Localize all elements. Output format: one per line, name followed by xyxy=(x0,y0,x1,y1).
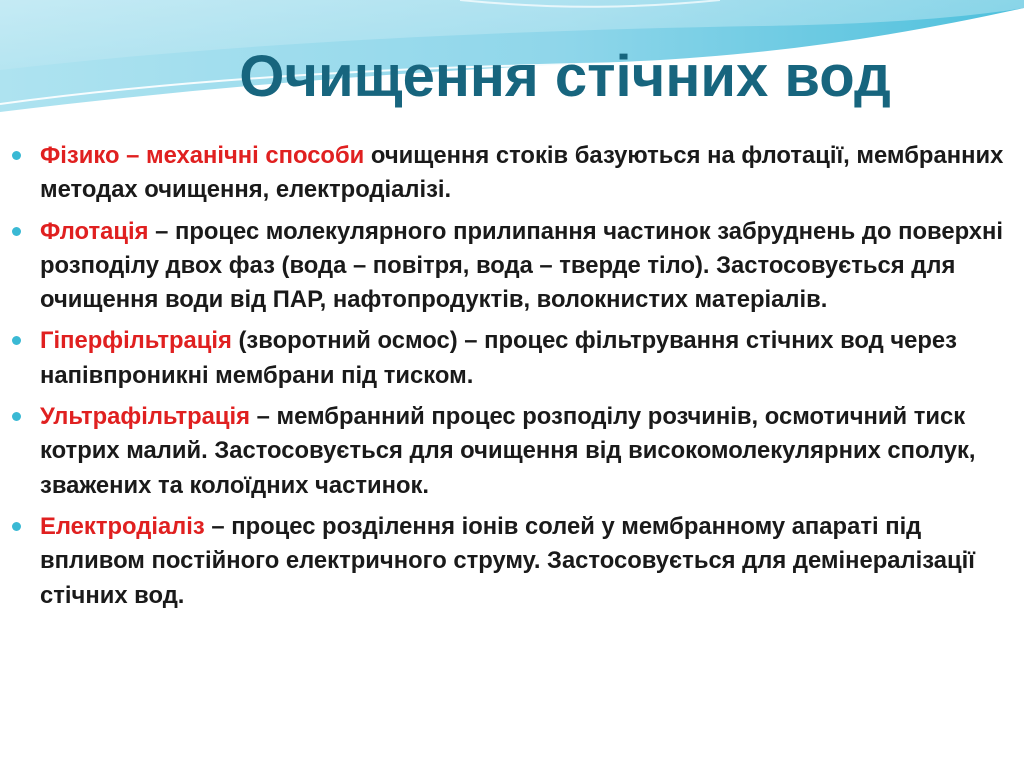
list-item xyxy=(40,139,1005,208)
item-term: Гіперфільтрація xyxy=(40,327,232,355)
item-text: – процес розділення іонів солей у мембранному апараті під впливом постійного електричного струму. Застосовується для демінералізації стічних вод. xyxy=(40,512,975,609)
slide-title: Очищення стічних вод xyxy=(239,44,891,109)
bullet-icon xyxy=(12,336,21,345)
list-item xyxy=(40,400,1005,503)
list-item xyxy=(40,215,1005,318)
item-text: (зворотний осмос) – процес фільтрування стічних вод через напівпроникні мембрани під тиском. xyxy=(40,327,957,389)
bullet-icon xyxy=(12,522,21,531)
list-item xyxy=(40,324,1005,393)
item-term: Ультрафільтрація xyxy=(40,403,251,431)
item-text: очищення стоків базуються на флотації, мембранних методах очищення, електродіалізі. xyxy=(40,142,1004,204)
item-term: Електродіаліз xyxy=(40,512,205,540)
item-text: – мембранний процес розподілу розчинів, осмотичний тиск котрих малий. Застосовується для очищення від високомолекулярних сполук, зважених та колоїдних частинок. xyxy=(40,403,976,499)
list-item xyxy=(40,510,1005,613)
item-term: Флотація xyxy=(40,217,149,245)
bullet-icon xyxy=(12,151,21,160)
bullet-icon xyxy=(12,227,21,236)
bullet-list xyxy=(40,139,1005,620)
bullet-icon xyxy=(12,412,21,421)
item-text: – процес молекулярного прилипання частинок забруднень до поверхні розподілу двох фаз (вода – повітря, вода – тверде тіло). Застосовується для очищення води від ПАР, нафтопродуктів, волокнистих матеріалів. xyxy=(40,217,1004,314)
item-term: Фізико – механічні способи xyxy=(40,142,365,169)
